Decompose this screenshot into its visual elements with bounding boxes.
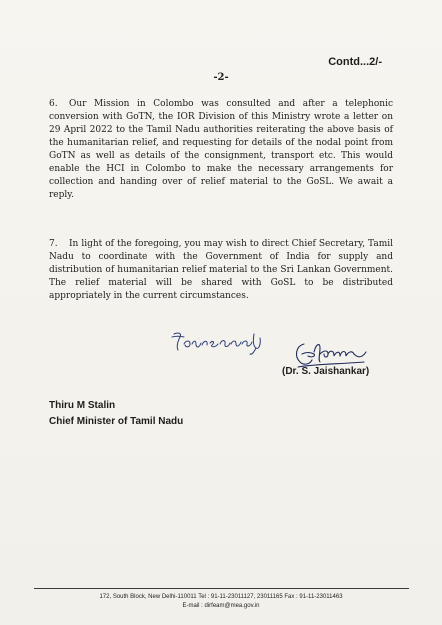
paragraph-text: Our Mission in Colombo was consulted and after a telephonic conversion with GoTN, the IOR Division of this Ministry wrote a letter on 29 April 2022 to the Tamil Nadu authorities reiterating the above basis of the humanitarian relief, and requesting for details of the nodal point from GoTN as well as details of the consignment, transport etc. This would enable the HCI in Colombo to make the necessary arrangements for collection and handing over of relief material to the GoSL. We await a reply.: [49, 99, 393, 200]
addressee-title: Chief Minister of Tamil Nadu: [49, 416, 184, 427]
page-number: -2-: [213, 72, 229, 83]
signatory-name: (Dr. S. Jaishankar): [282, 366, 370, 377]
continuation-marker: Contd...2/-: [328, 56, 382, 68]
footer: [0, 593, 442, 611]
footer-email: E-mail : dirfeam@mea.gov.in: [182, 603, 260, 609]
addressee-name: Thiru M Stalin: [49, 400, 116, 411]
paragraph-6: [49, 98, 393, 202]
paragraph-text: In light of the foregoing, you may wish to direct Chief Secretary, Tamil Nadu to coordinate with the Government of India for supply and distribution of humanitarian relief material to the Sri Lankan Government. The relief material will be shared with GoSL to be distributed appropriately in the current circumstances.: [49, 239, 393, 301]
handwritten-yours-sincerely: [168, 328, 268, 356]
paragraph-number: 6.: [49, 99, 58, 109]
footer-address: 172, South Block, New Delhi-110011 Tel : 91-11-23011127, 23011165 Fax : 91-11-23011463: [99, 594, 343, 600]
paragraph-number: 7.: [49, 239, 58, 249]
addressee-block: [49, 398, 183, 430]
paragraph-7: [49, 238, 393, 303]
footer-divider: [34, 588, 409, 589]
